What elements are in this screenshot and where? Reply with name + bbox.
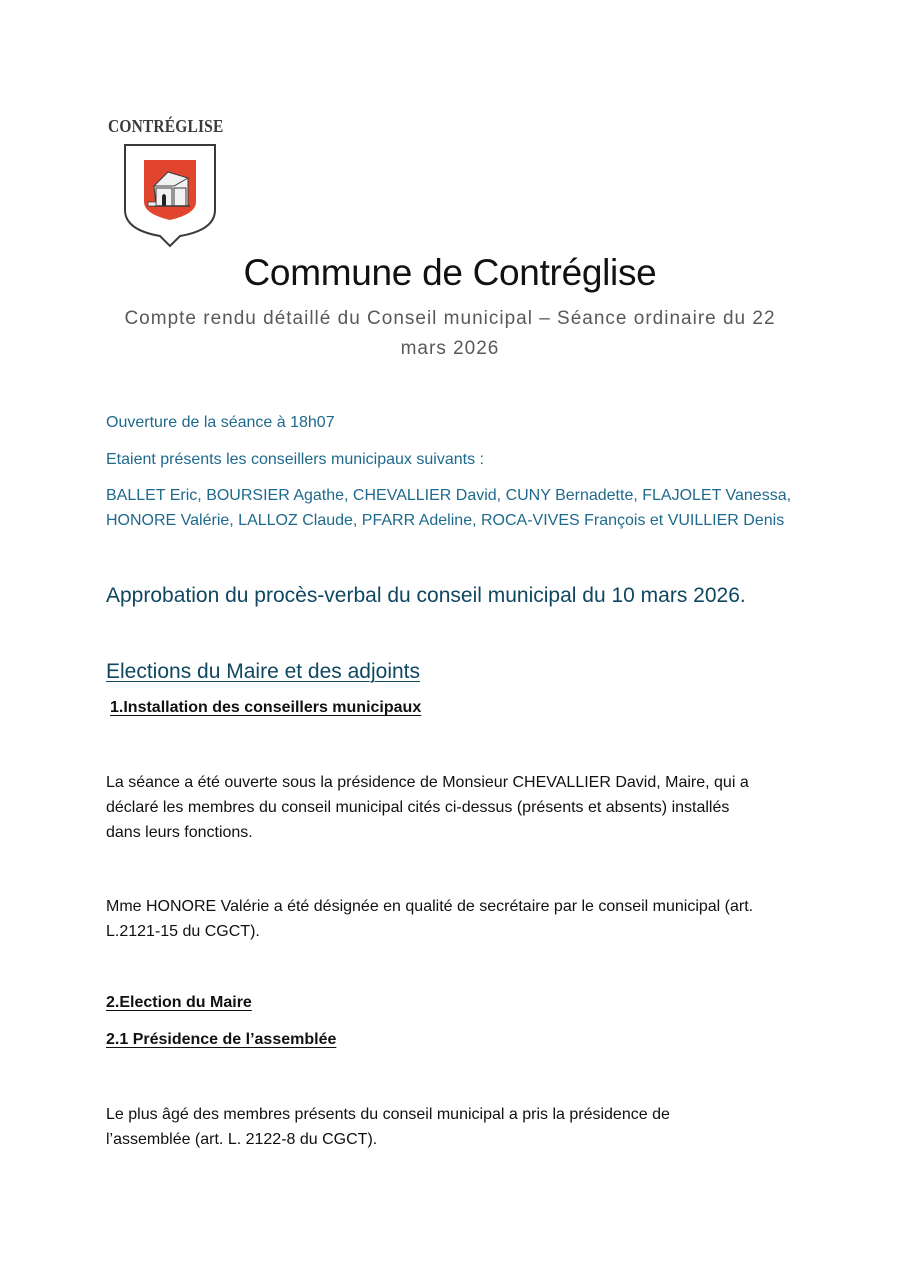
present-list [106, 483, 791, 533]
paragraph-line: Le plus âgé des membres présents du conseil municipal a pris la présidence de [106, 1106, 670, 1123]
section-2-1-title: 2.1 Présidence de l’assemblée [106, 1031, 337, 1048]
paragraph-line: l’assemblée (art. L. 2122-8 du CGCT). [106, 1131, 378, 1148]
paragraph-line: Mme HONORE Valérie a été désignée en qualité de secrétaire par le conseil municipal (art. [106, 898, 754, 915]
paragraph-line: dans leurs fonctions. [106, 824, 253, 841]
present-intro: Etaient présents les conseillers municipaux suivants : [106, 451, 484, 468]
present-list-line: HONORE Valérie, LALLOZ Claude, PFARR Adeline, ROCA-VIVES François et VUILLIER Denis [106, 512, 785, 529]
subtitle-line: Compte rendu détaillé du Conseil municipal – Séance ordinaire du 22 [124, 308, 776, 329]
section-2-title: 2.Election du Maire [106, 994, 252, 1011]
section-2-1-paragraph [106, 1102, 670, 1152]
section-1-paragraph-1 [106, 770, 749, 845]
section-1-paragraph-2 [106, 894, 753, 944]
page-subtitle [100, 304, 800, 364]
elections-heading: Elections du Maire et des adjoints [106, 660, 421, 683]
approval-heading: Approbation du procès-verbal du conseil municipal du 10 mars 2026. [106, 584, 746, 607]
opening-time: Ouverture de la séance à 18h07 [106, 414, 335, 431]
subtitle-line: mars 2026 [400, 338, 500, 359]
section-1-title: 1.Installation des conseillers municipaux [110, 699, 422, 716]
page-title: Commune de Contréglise [243, 252, 657, 293]
coat-of-arms-icon [122, 142, 218, 250]
commune-logo [108, 112, 234, 252]
logo-commune-name: CONTRÉGLISE [108, 116, 224, 136]
present-list-line: BALLET Eric, BOURSIER Agathe, CHEVALLIER David, CUNY Bernadette, FLAJOLET Vanessa, [106, 487, 792, 504]
paragraph-line: L.2121-15 du CGCT). [106, 923, 260, 940]
paragraph-line: déclaré les membres du conseil municipal cités ci-dessus (présents et absents) installés [106, 799, 730, 816]
paragraph-line: La séance a été ouverte sous la présidence de Monsieur CHEVALLIER David, Maire, qui a [106, 774, 749, 791]
